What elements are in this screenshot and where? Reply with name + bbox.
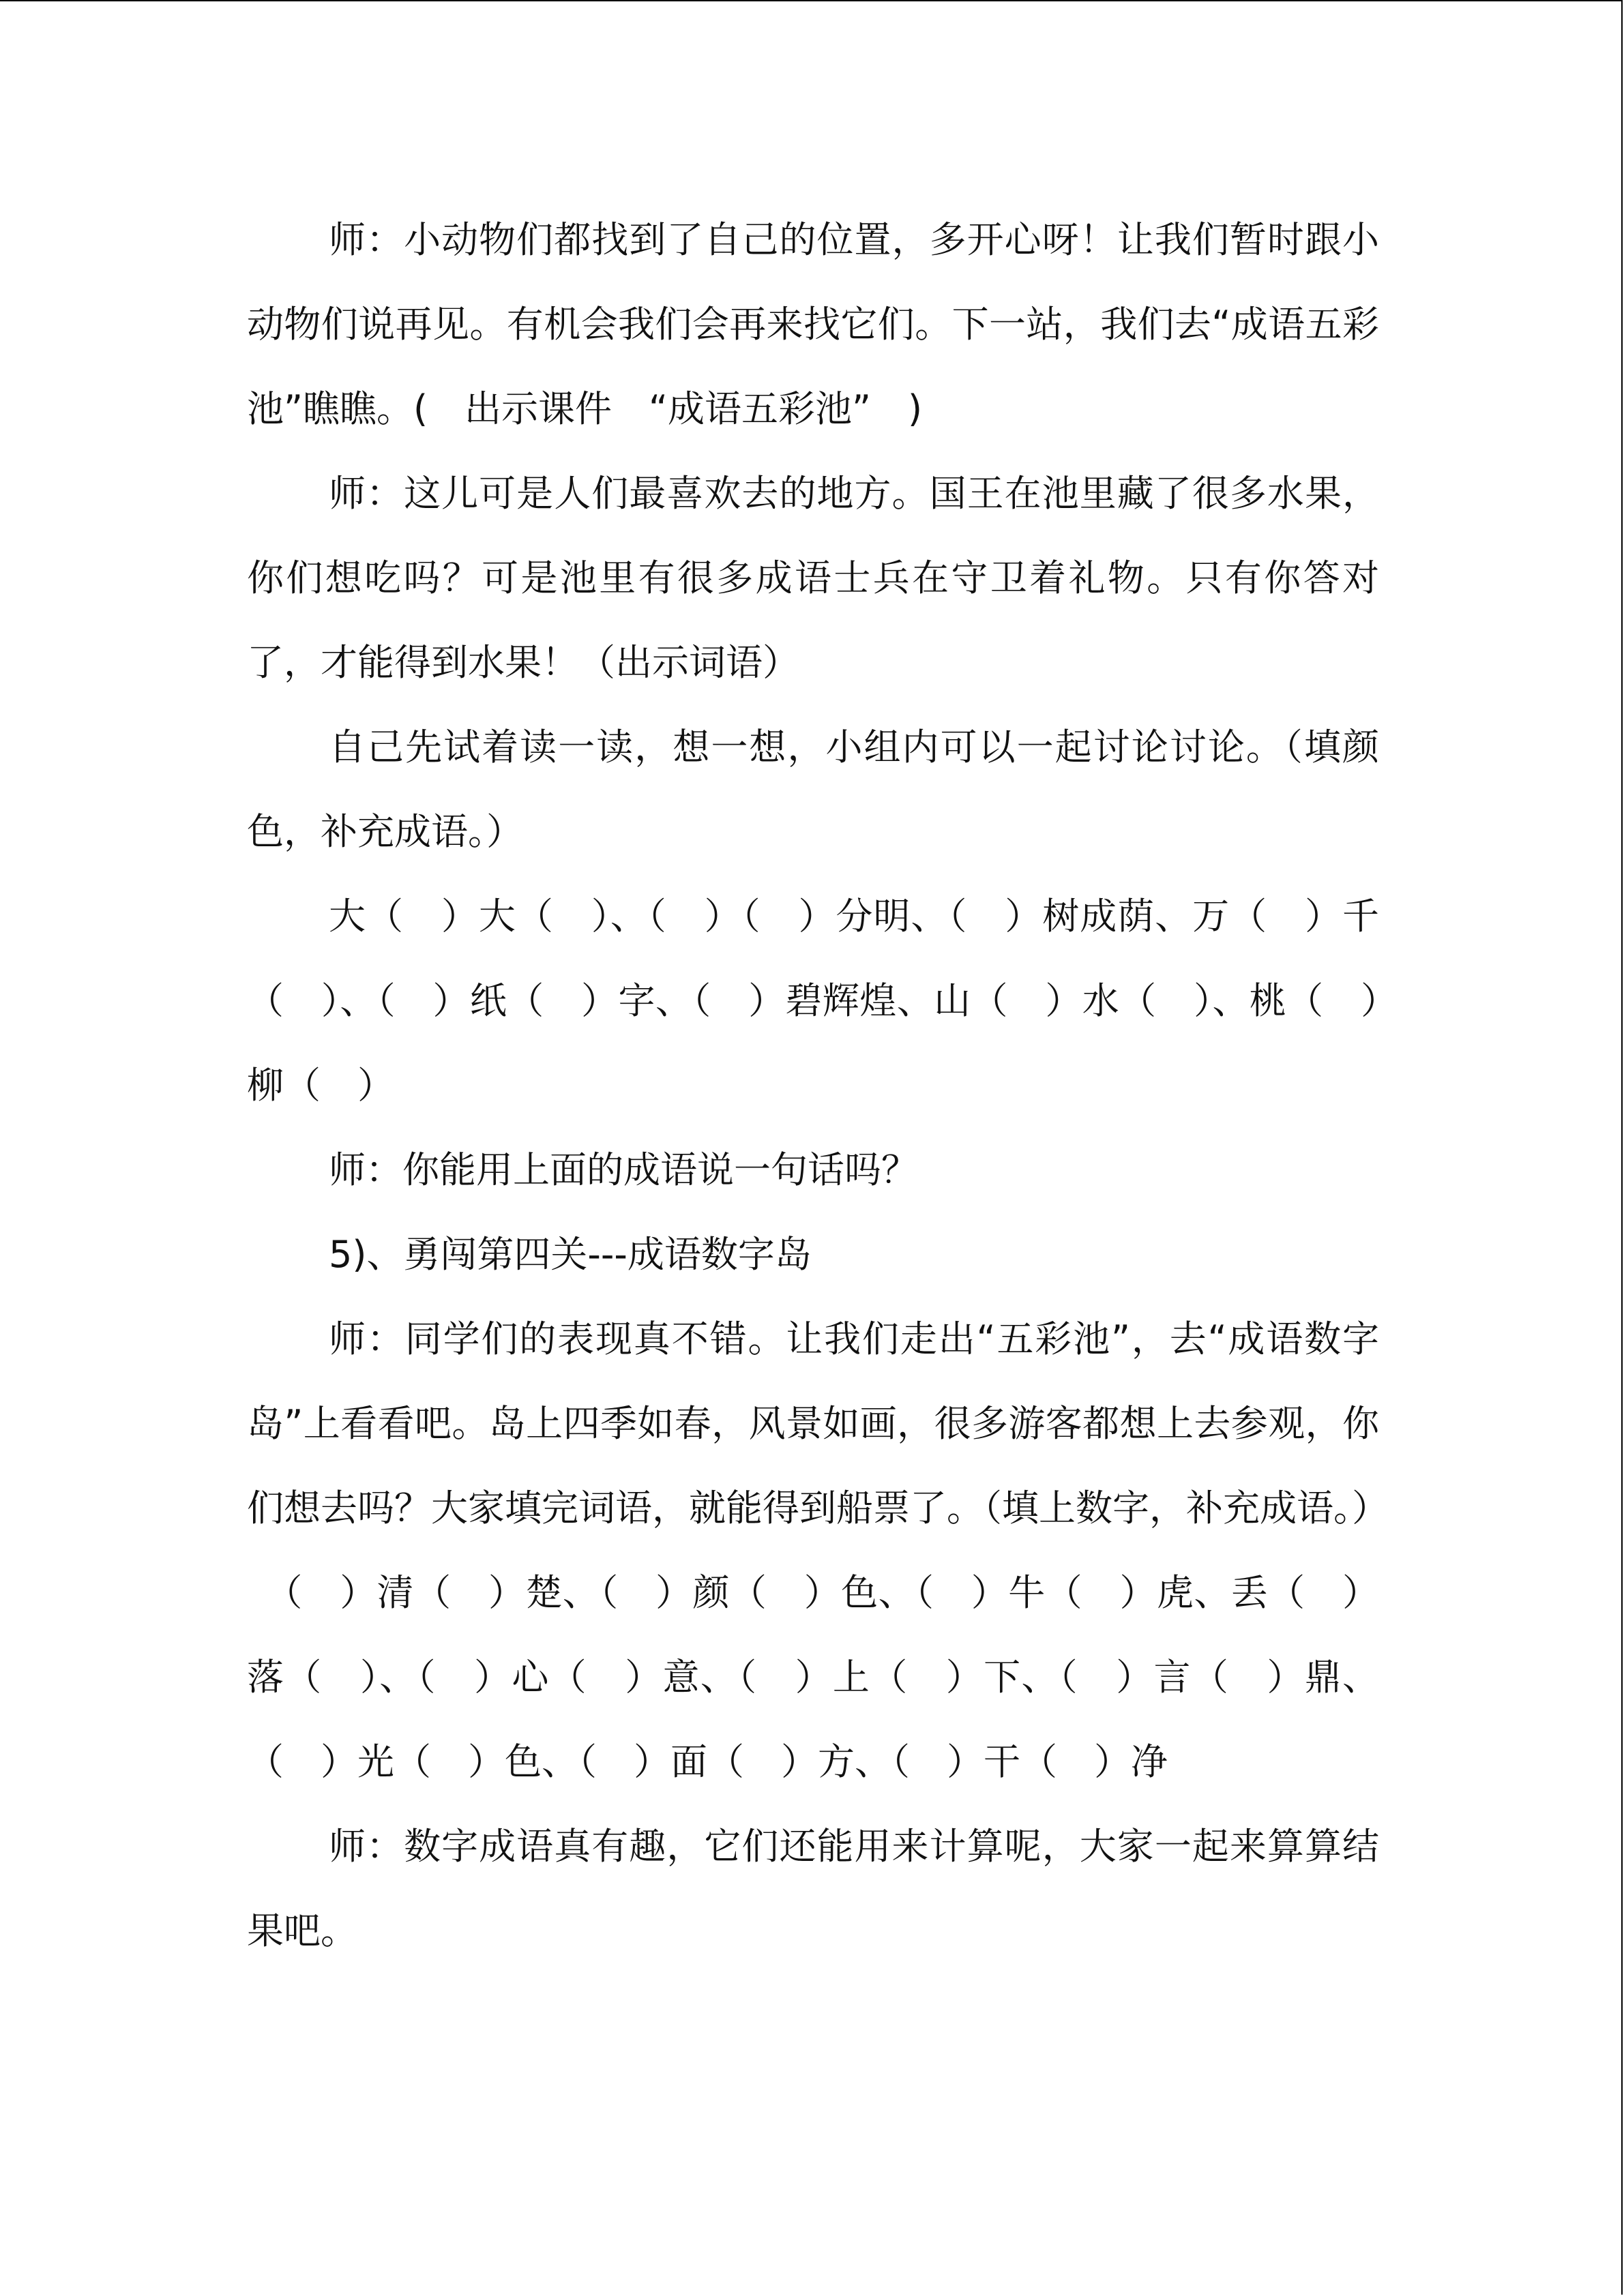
section-heading-level-four: 5)、勇闯第四关---成语数字岛 bbox=[329, 1233, 812, 1276]
paragraph-instruction-colors: 自己先试着读一读，想一想，小组内可以一起讨论讨论。（填颜色，补充成语。） bbox=[247, 726, 1379, 853]
paragraph-number-idioms: （ ）清（ ）楚、（ ）颜（ ）色、（ ）牛（ ）虎、丢（ ）落（ ）、（ ）心（ ）意、（ ）上（ ）下、（ ）言（ ）鼎、（ ）光（ ）色、（ ）面（ ）方、（ ）干（ ）净 bbox=[247, 1571, 1379, 1783]
paragraph-teacher-number-island: 师：同学们的表现真不错。让我们走出“五彩池”，去“成语数字岛”上看看吧。岛上四季如春，风景如画，很多游客都想上去参观，你们想去吗？大家填完词语，就能得到船票了。（填上数字，补充成语。） bbox=[247, 1317, 1389, 1530]
paragraph-teacher-intro-pool: 师：小动物们都找到了自己的位置，多开心呀！让我们暂时跟小动物们说再见。有机会我们会再来找它们。下一站，我们去“成语五彩池”瞧瞧。( 出示课件 “成语五彩池” ) bbox=[247, 218, 1379, 430]
paragraph-color-idioms: 大（ ）大（ ）、（ ）（ ）分明、（ ）树成荫、万（ ）千（ ）、（ ）纸（ ）字、（ ）碧辉煌、山（ ）水（ ）、桃（ ）柳（ ） bbox=[247, 895, 1379, 1107]
document-body bbox=[247, 198, 1389, 1973]
paragraph-teacher-pool-description: 师：这儿可是人们最喜欢去的地方。国王在池里藏了很多水果，你们想吃吗？可是池里有很多成语士兵在守卫着礼物。只有你答对了，才能得到水果！（出示词语） bbox=[247, 472, 1379, 684]
paragraph-teacher-calculate: 师：数字成语真有趣，它们还能用来计算呢，大家一起来算算结果吧。 bbox=[247, 1825, 1379, 1952]
paragraph-teacher-question: 师：你能用上面的成语说一句话吗？ bbox=[329, 1148, 918, 1191]
